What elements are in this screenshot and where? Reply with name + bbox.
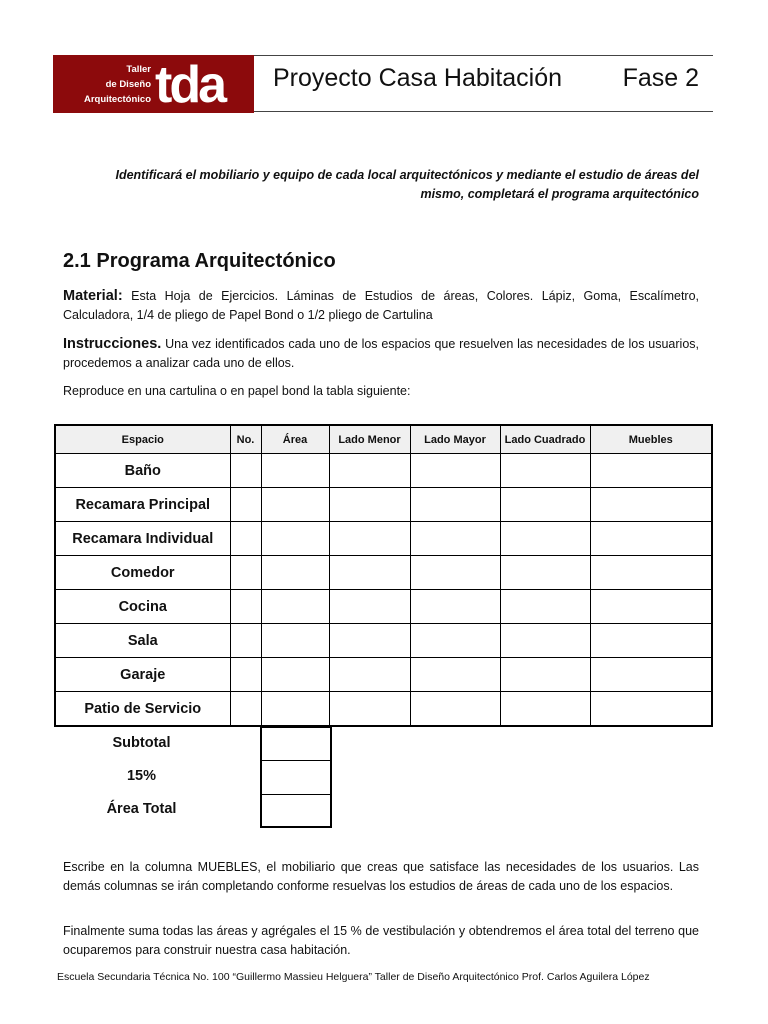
space-name: Recamara Individual	[55, 522, 230, 556]
logo-mark-text: tda	[155, 62, 224, 108]
cell	[230, 590, 261, 624]
table-row	[55, 556, 712, 590]
space-name: Patio de Servicio	[55, 692, 230, 727]
space-name: Recamara Principal	[55, 488, 230, 522]
instructions-text: Una vez identificados cada uno de los espacios que resuelven las necesidades de los usuarios, procedemos a analizar cada uno de ellos.	[63, 337, 699, 370]
table-header-row	[55, 425, 712, 454]
cell	[329, 624, 410, 658]
cell	[500, 624, 590, 658]
cell	[261, 522, 329, 556]
cell	[500, 488, 590, 522]
closing-paragraph-1: Escribe en la columna MUEBLES, el mobiliario que creas que satisface las necesidades de los usuarios. Las demás columnas se irán completando conforme resuelvas los estudios de áreas de cada uno de los espacios.	[63, 860, 699, 893]
table-row	[55, 488, 712, 522]
cell	[410, 556, 500, 590]
cell	[329, 590, 410, 624]
table-row	[55, 658, 712, 692]
cell	[410, 658, 500, 692]
cell	[410, 522, 500, 556]
col-header: Lado Mayor	[410, 425, 500, 454]
phase-label: Fase 2	[622, 64, 699, 92]
space-name: Garaje	[55, 658, 230, 692]
logo-mark	[155, 62, 253, 108]
col-header: Muebles	[590, 425, 712, 454]
table-row	[55, 522, 712, 556]
space-name: Baño	[55, 454, 230, 488]
cell	[500, 454, 590, 488]
cell	[261, 658, 329, 692]
cell	[261, 590, 329, 624]
footer-text: Escuela Secundaria Técnica No. 100 “Guillermo Massieu Helguera” Taller de Diseño Arquitectónico Prof. Carlos Aguilera López	[57, 971, 650, 983]
cell	[500, 522, 590, 556]
header-rule-top	[254, 55, 713, 56]
cell	[230, 488, 261, 522]
total-area-label: Área Total	[106, 801, 177, 817]
col-header: No.	[230, 425, 261, 454]
cell	[261, 488, 329, 522]
closing-paragraph-2: Finalmente suma todas las áreas y agrégales el 15 % de vestibulación y obtendremos el área total del terreno que ocuparemos para construir nuestra casa habitación.	[63, 924, 699, 957]
percent-label: 15%	[126, 768, 157, 784]
cell	[230, 624, 261, 658]
space-name: Sala	[55, 624, 230, 658]
cell	[410, 454, 500, 488]
section-title: 2.1 Programa Arquitectónico	[63, 250, 336, 272]
logo	[53, 55, 254, 113]
intro-text: Identificará el mobiliario y equipo de cada local arquitectónicos y mediante el estudio de áreas del mismo, completará el programa arquitectónico	[115, 168, 699, 201]
cell	[590, 692, 712, 727]
col-header: Espacio	[55, 425, 230, 454]
col-header: Lado Menor	[329, 425, 410, 454]
summary-divider	[262, 760, 330, 761]
instructions-label: Instrucciones.	[63, 336, 162, 352]
cell	[500, 692, 590, 727]
cell	[500, 590, 590, 624]
cell	[230, 522, 261, 556]
table-row	[55, 624, 712, 658]
cell	[410, 488, 500, 522]
cell	[329, 692, 410, 727]
page-title: Proyecto Casa Habitación	[273, 64, 563, 92]
cell	[410, 590, 500, 624]
cell	[590, 590, 712, 624]
cell	[230, 454, 261, 488]
logo-word: de Diseño	[105, 79, 151, 90]
cell	[261, 556, 329, 590]
cell	[590, 658, 712, 692]
cell	[590, 522, 712, 556]
col-header: Lado Cuadrado	[500, 425, 590, 454]
logo-word: Taller	[126, 64, 151, 75]
logo-words	[83, 62, 151, 107]
material-text: Esta Hoja de Ejercicios. Láminas de Estudios de áreas, Colores. Lápiz, Goma, Escalímetro, Calculadora, 1/4 de pliego de Papel Bond o 1/2 pliego de Cartulina	[63, 289, 699, 322]
cell	[261, 692, 329, 727]
cell	[230, 692, 261, 727]
cell	[590, 556, 712, 590]
material-paragraph: Material: Esta Hoja de Ejercicios. Láminas de Estudios de áreas, Colores. Lápiz, Goma, Escalímetro, Calculadora, 1/4 de pliego de Papel Bond o 1/2 pliego de Cartulina	[63, 288, 699, 322]
subtotal-label: Subtotal	[112, 735, 171, 751]
summary-box	[260, 726, 332, 828]
program-table	[54, 424, 713, 727]
reproduce-text: Reproduce en una cartulina o en papel bond la tabla siguiente:	[63, 384, 411, 398]
cell	[329, 488, 410, 522]
cell	[500, 658, 590, 692]
cell	[230, 556, 261, 590]
cell	[329, 454, 410, 488]
cell	[500, 556, 590, 590]
logo-word: Arquitectónico	[83, 94, 151, 105]
table-row	[55, 454, 712, 488]
cell	[329, 522, 410, 556]
cell	[329, 658, 410, 692]
cell	[410, 692, 500, 727]
table-row	[55, 590, 712, 624]
cell	[410, 624, 500, 658]
cell	[261, 454, 329, 488]
table-row	[55, 692, 712, 727]
header-rule-bottom	[254, 111, 713, 112]
cell	[261, 624, 329, 658]
material-label: Material	[63, 288, 118, 304]
space-name: Cocina	[55, 590, 230, 624]
space-name: Comedor	[55, 556, 230, 590]
instructions-paragraph	[63, 335, 699, 373]
cell	[590, 488, 712, 522]
cell	[590, 624, 712, 658]
summary-divider	[262, 794, 330, 795]
document-header	[53, 55, 713, 113]
col-header: Área	[261, 425, 329, 454]
cell	[590, 454, 712, 488]
cell	[329, 556, 410, 590]
cell	[230, 658, 261, 692]
